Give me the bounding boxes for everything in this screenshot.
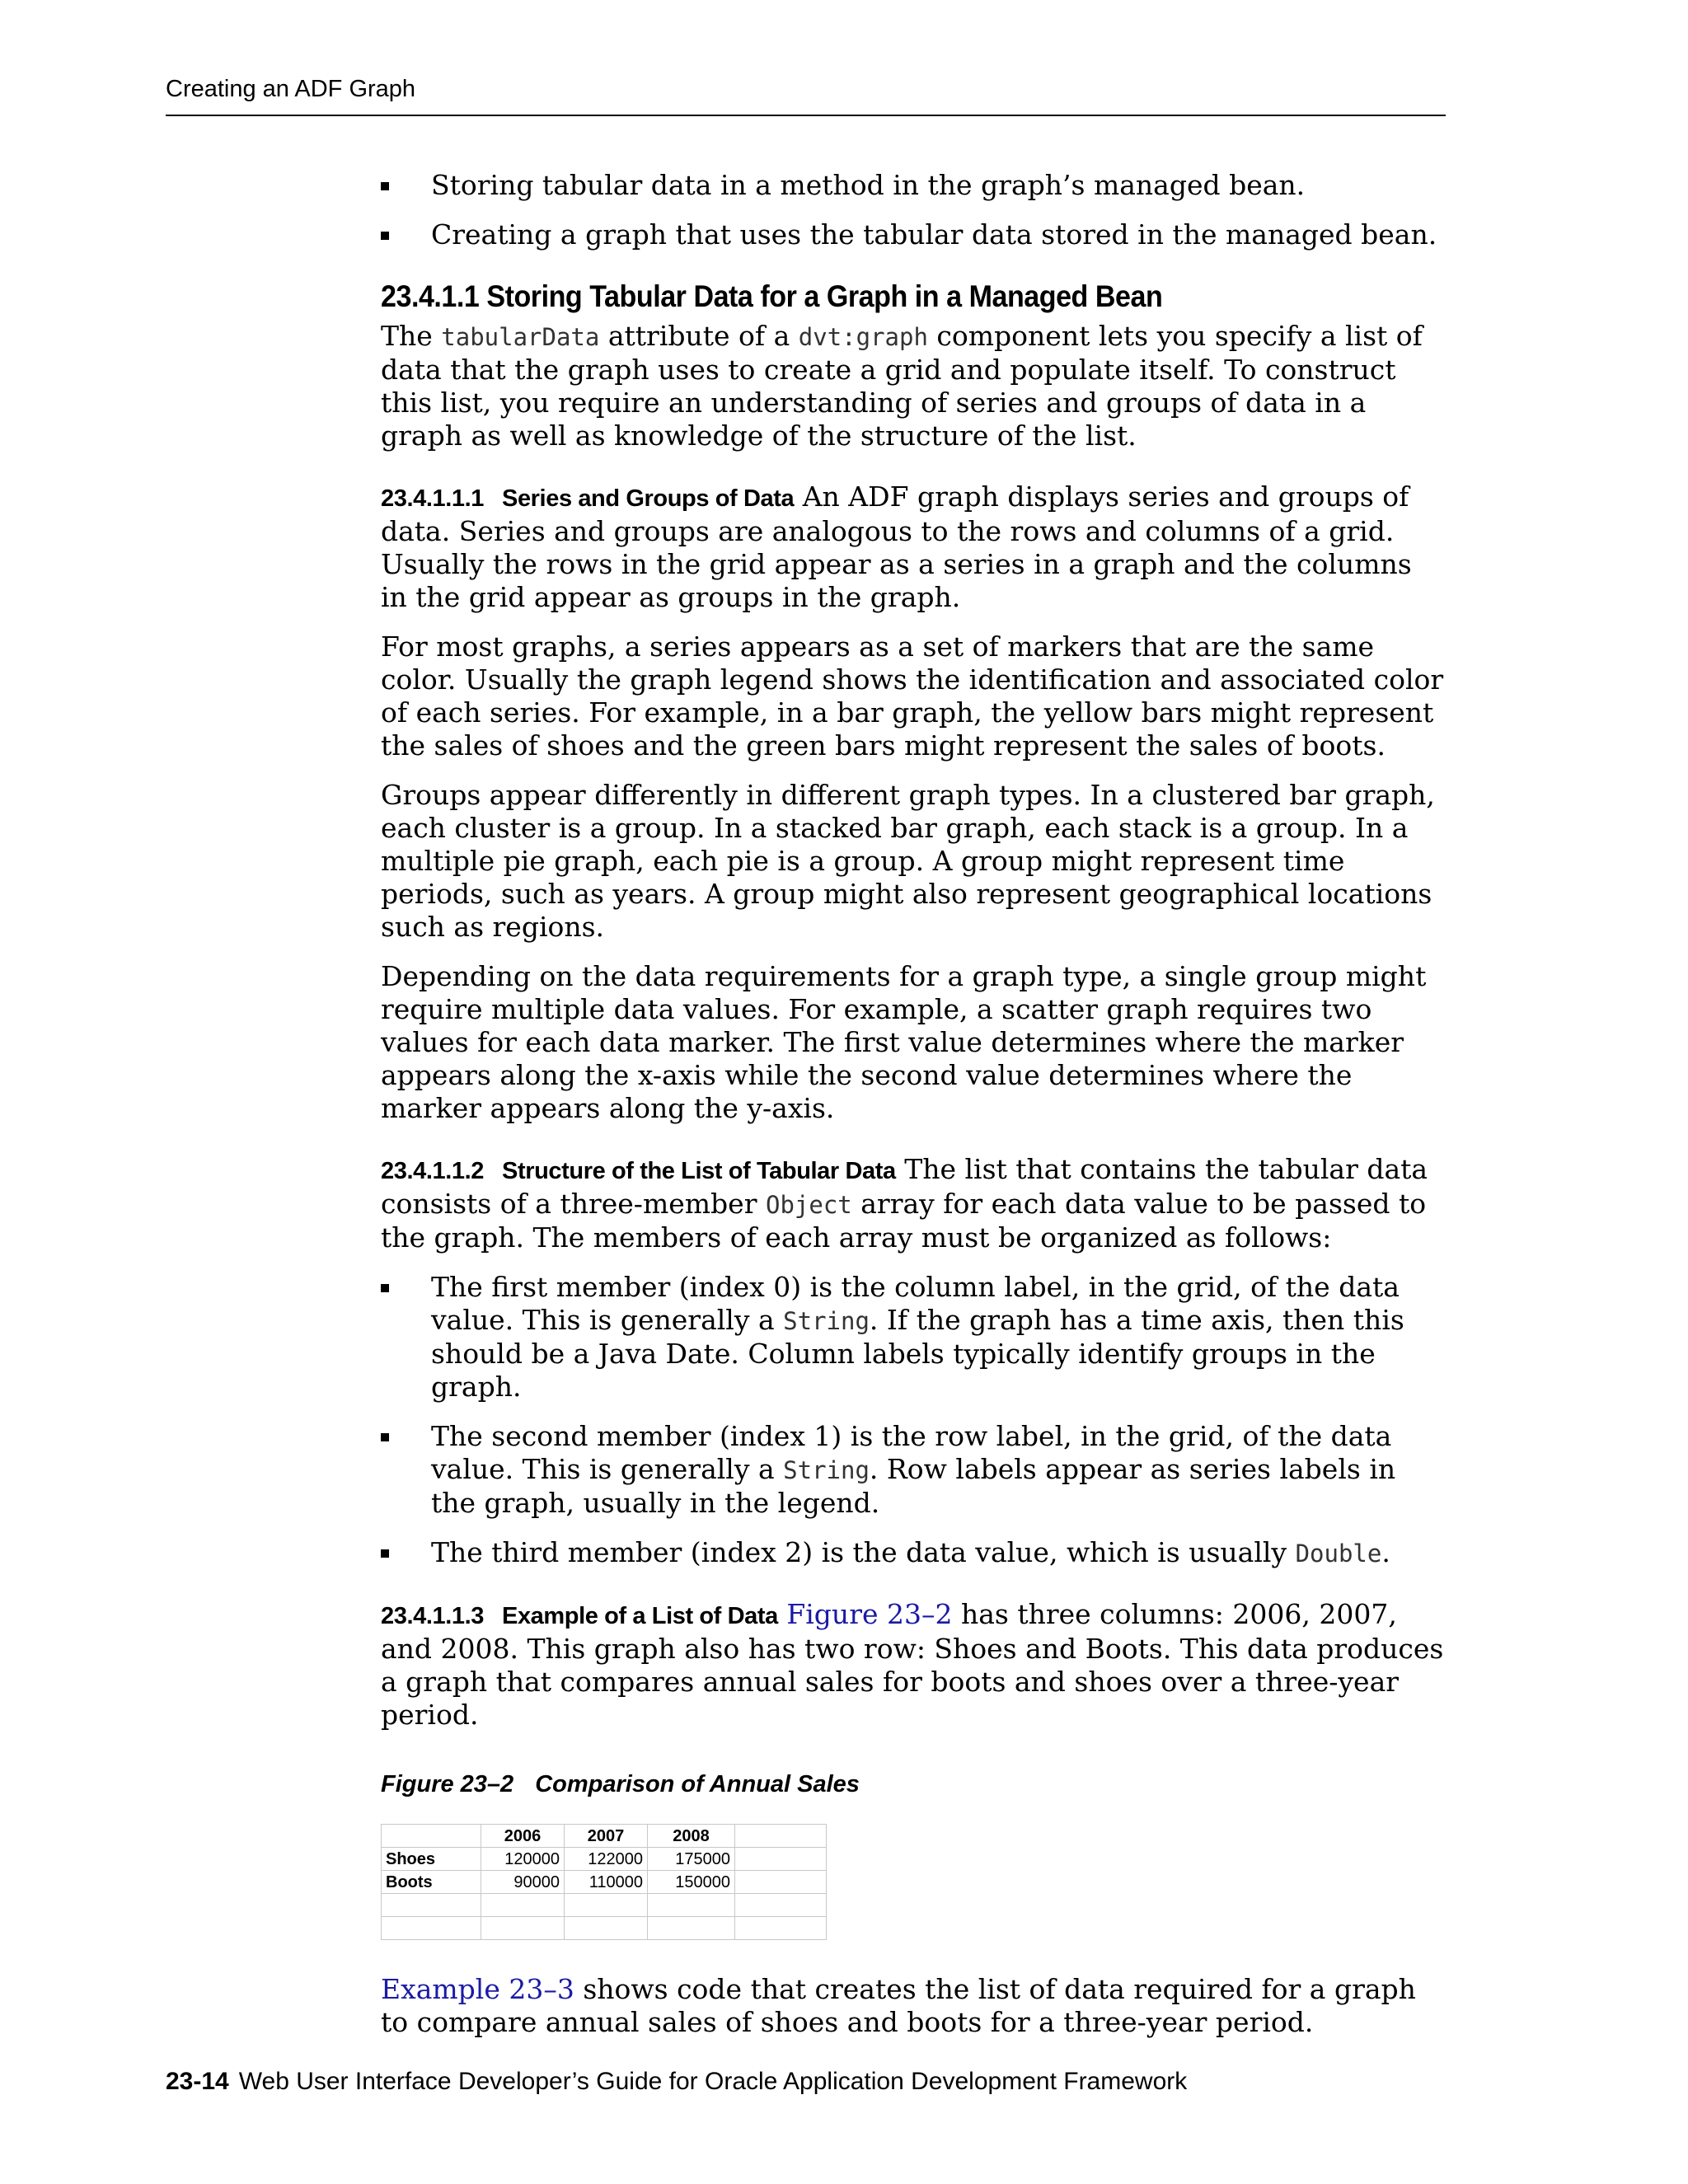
subsection-number: 23.4.1.1.2 [381,1158,484,1184]
empty-cell [565,1894,648,1917]
text-run: The first member (index 0) is the column label, in the grid, of the data value. This is generally a [431,1271,1400,1336]
column-header: 2007 [565,1825,648,1848]
closing-paragraph [381,1973,1446,2039]
text-run: component lets you specify a list of data that the graph uses to create a grid and populate itself. To construct this list, you require an understanding of series and groups of data in a graph as well as knowledge of the structure of the list. [381,320,1423,452]
section-heading: 23.4.1.1 Storing Tabular Data for a Graph in a Managed Bean [381,279,1163,313]
runin-heading [381,1158,896,1184]
page-content [381,169,1446,2055]
list-item [381,1536,1446,1570]
empty-cell [382,1894,481,1917]
table-row [382,1894,827,1917]
code-string: String [783,1456,870,1484]
subsection-number: 23.4.1.1.1 [381,485,484,512]
running-header: Creating an ADF Graph [166,76,416,102]
subsection-title: Structure of the List of Tabular Data [502,1158,896,1184]
list-item [381,169,1446,202]
paragraph: For most graphs, a series appears as a set of markers that are the same color. Usually the graph legend shows the identification and associated color of each series. For example, in a bar graph, the yellow bars might represent the sales of shoes and the green bars might represent the sales of boots. [381,630,1444,762]
corner-cell [382,1825,481,1848]
page-footer [166,2068,1187,2096]
empty-cell [648,1894,735,1917]
list-item [381,218,1446,251]
square-bullet-icon [381,182,389,190]
empty-cell [735,1825,827,1848]
square-bullet-icon [381,1433,389,1441]
subsection-series-groups [381,480,1446,614]
text-run: The list that contains the tabular data consists of a three-member [381,1153,1428,1220]
table-cell: 90000 [481,1871,565,1894]
runin-heading [381,485,794,512]
table-cell: 120000 [481,1848,565,1871]
empty-cell [565,1917,648,1940]
subsection-number: 23.4.1.1.3 [381,1603,484,1629]
code-tabulardata: tabularData [441,323,600,351]
code-object: Object [765,1191,852,1219]
text-run: array for each data value to be passed to the graph. The members of each array must be organized as follows: [381,1188,1427,1254]
table-header-row [382,1825,827,1848]
text-run: . [1381,1536,1390,1568]
empty-cell [481,1894,565,1917]
figure-link[interactable]: Figure 23–2 [786,1598,953,1630]
subsection-structure [381,1153,1446,1254]
text-run: has three columns: 2006, 2007, and 2008. This graph also has two row: Shoes and Boots. This data produces a graph that compares annual sales for boots and shoes over a three-year period. [381,1598,1444,1731]
empty-cell [481,1917,565,1940]
text-run: . If the graph has a time axis, then this should be a Java Date. Column labels typically identify groups in the graph. [431,1304,1404,1403]
text-run: shows code that creates the list of data required for a graph to compare annual sales of shoes and boots for a three-year period. [381,1973,1416,2038]
intro-bullet-list [381,169,1446,251]
text-run: attribute of a [599,320,799,352]
subsection-title: Example of a List of Data [502,1603,778,1629]
structure-bullet-list [381,1271,1446,1570]
text-run: The [381,320,442,352]
table-cell: 122000 [565,1848,648,1871]
empty-cell [648,1917,735,1940]
square-bullet-icon [381,1549,389,1558]
header-rule [166,115,1446,116]
sales-data-table [381,1824,827,1940]
empty-cell [735,1894,827,1917]
table-cell: 110000 [565,1871,648,1894]
section-paragraph [381,320,1446,452]
list-item-text: Storing tabular data in a method in the graph’s managed bean. [431,169,1306,201]
paragraph: Depending on the data requirements for a graph type, a single group might require multiple data values. For example, a scatter graph requires two values for each data marker. The first value determines where the marker appears along the x-axis while the second value determines where the marker appears along the y-axis. [381,960,1427,1124]
code-double: Double [1295,1540,1382,1568]
table-row [382,1871,827,1894]
subsection-example [381,1598,1446,1732]
text-run: The second member (index 1) is the row label, in the grid, of the data value. This is generally a [431,1420,1392,1485]
page-number: 23-14 [166,2068,229,2095]
table-cell: 175000 [648,1848,735,1871]
list-item-text: Creating a graph that uses the tabular data stored in the managed bean. [431,218,1437,251]
empty-cell [735,1848,827,1871]
list-item [381,1271,1446,1404]
code-dvt-graph: dvt:graph [798,323,928,351]
text-run: An ADF graph displays series and groups of data. Series and groups are analogous to the rows and columns of a grid. Usually the rows in the grid appear as a series in a graph and the columns in the grid appear as groups in the graph. [381,480,1412,613]
figure-caption [381,1768,1446,1801]
column-header: 2008 [648,1825,735,1848]
subsection-title: Series and Groups of Data [502,485,795,512]
table-row [382,1917,827,1940]
code-string: String [783,1307,870,1335]
list-item [381,1420,1446,1520]
example-link[interactable]: Example 23–3 [381,1973,574,2005]
figure-title: Comparison of Annual Sales [535,1771,860,1797]
table-row [382,1848,827,1871]
empty-cell [382,1917,481,1940]
square-bullet-icon [381,232,389,240]
square-bullet-icon [381,1284,389,1292]
figure-number: Figure 23–2 [381,1771,514,1797]
paragraph: Groups appear differently in different graph types. In a clustered bar graph, each cluster is a group. In a stacked bar graph, each stack is a group. In a multiple pie graph, each pie is a group. A group might represent time periods, such as years. A group might also represent geographical locations such as regions. [381,779,1435,943]
runin-heading [381,1603,778,1629]
text-run: The third member (index 2) is the data value, which is usually [431,1536,1296,1568]
column-header: 2006 [481,1825,565,1848]
table-cell: 150000 [648,1871,735,1894]
empty-cell [735,1917,827,1940]
book-title: Web User Interface Developer’s Guide for Oracle Application Development Framework [238,2068,1188,2095]
text-run: . Row labels appear as series labels in the graph, usually in the legend. [431,1453,1396,1519]
row-label: Shoes [382,1848,481,1871]
row-label: Boots [382,1871,481,1894]
empty-cell [735,1871,827,1894]
